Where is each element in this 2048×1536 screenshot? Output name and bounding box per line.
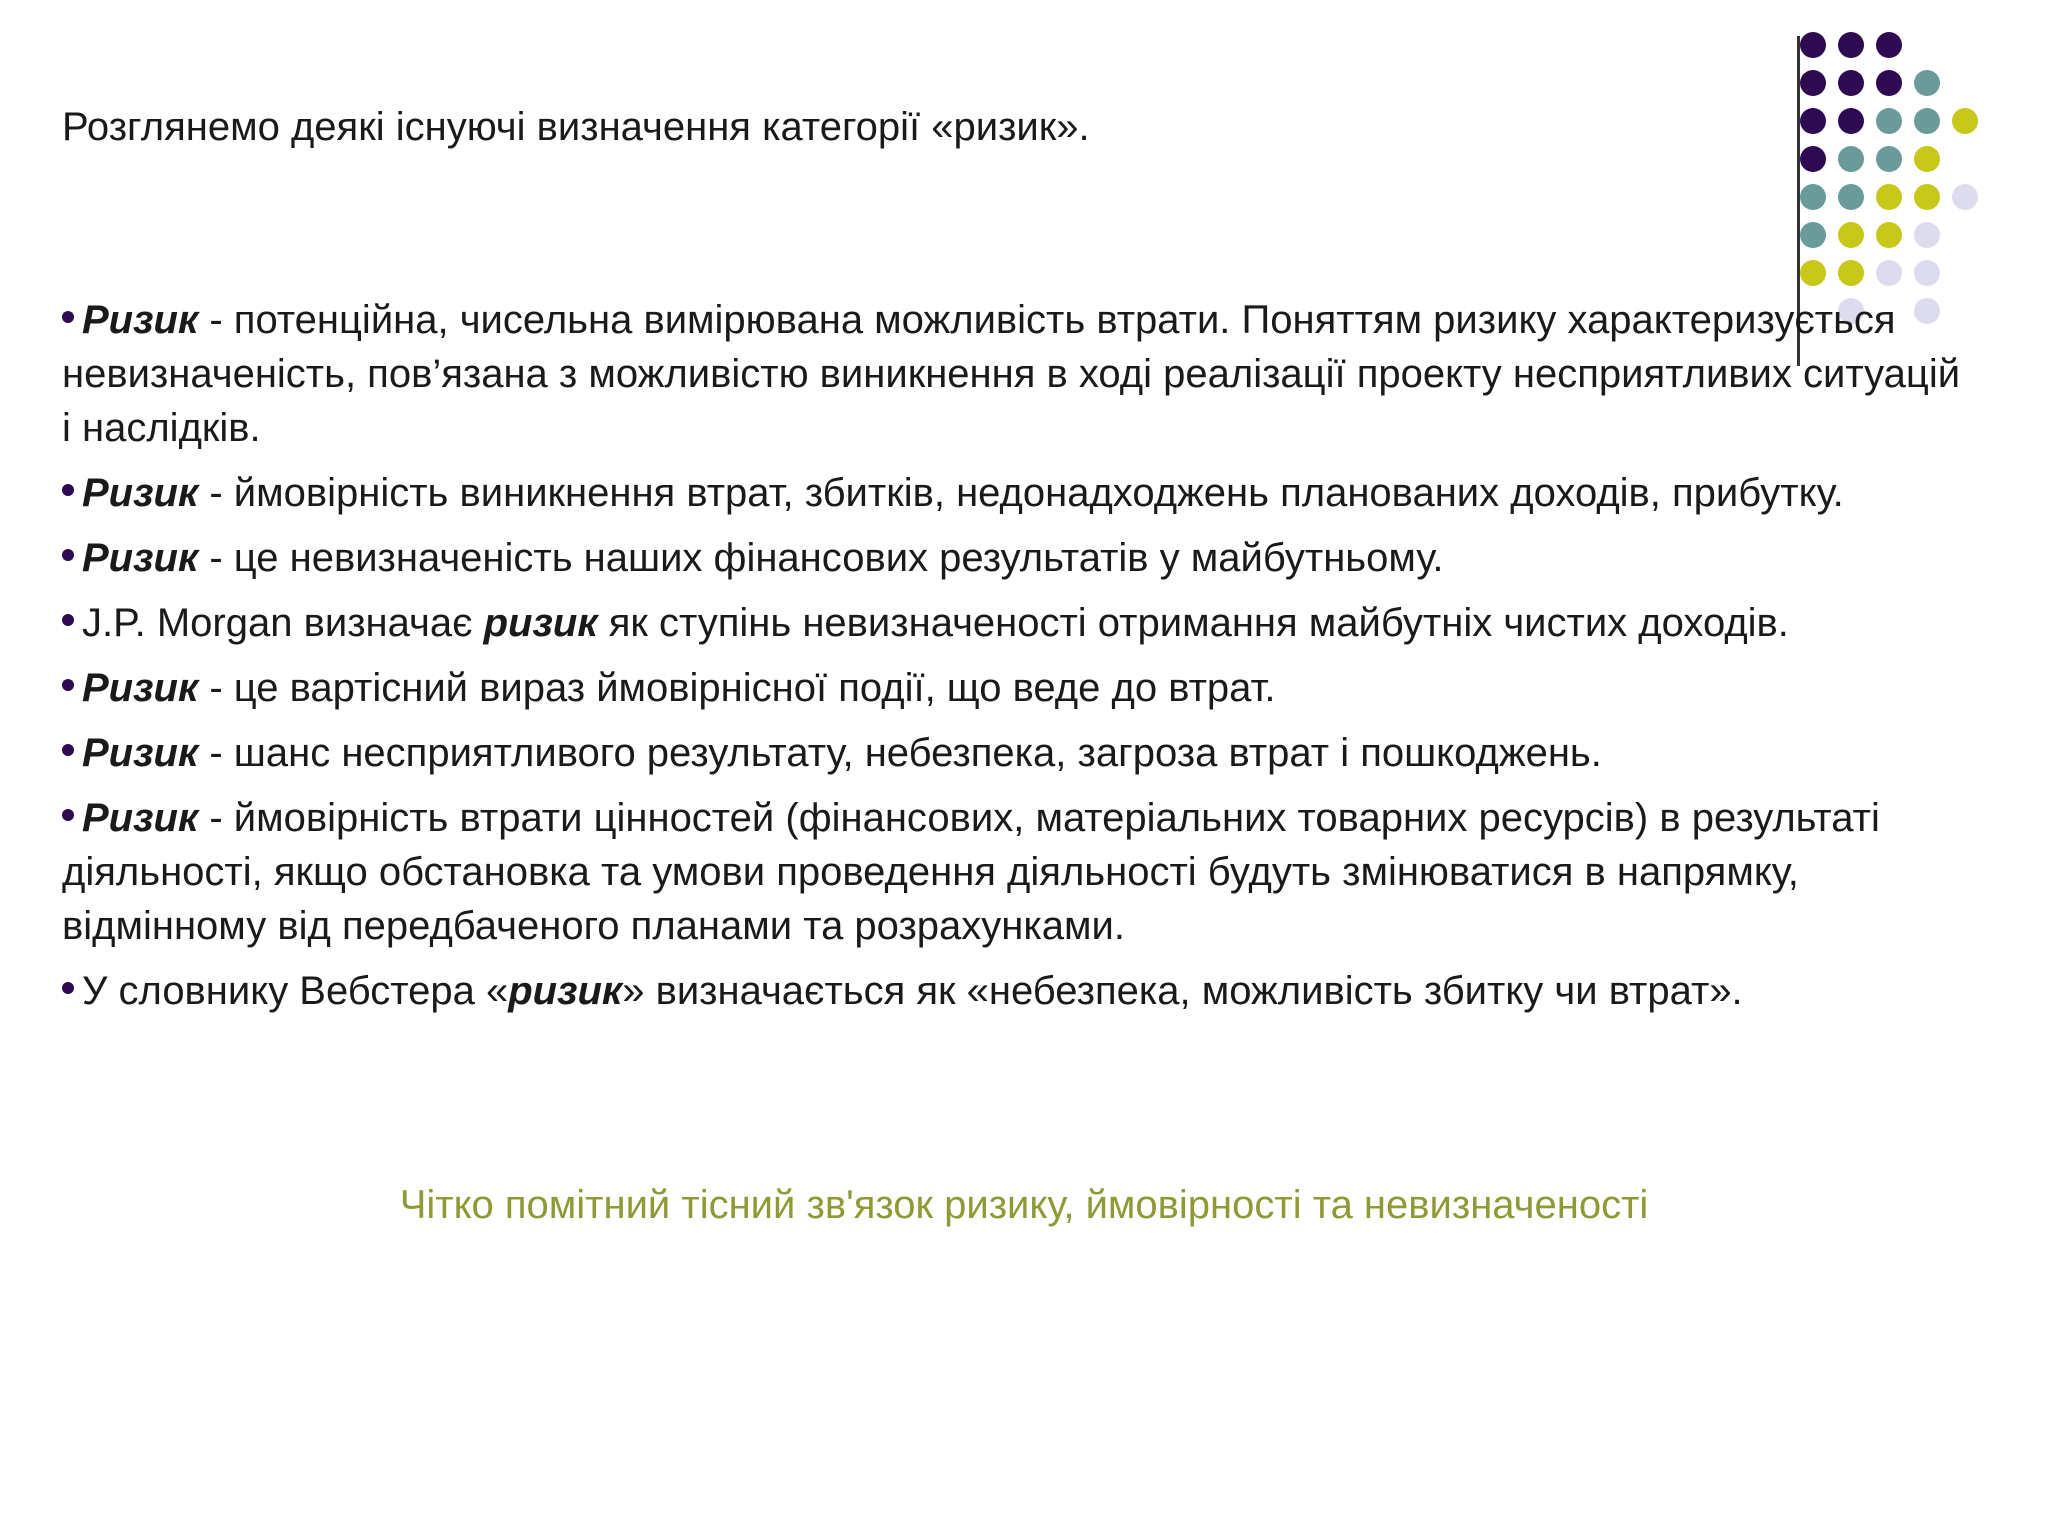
definition-text: як ступінь невизначеності отримання майбутніх чистих доходів.	[597, 601, 1789, 645]
dot-purple	[1838, 32, 1864, 58]
definition-term: Ризик	[82, 666, 199, 710]
intro-text: Розглянемо деякі існуючі визначення категорії «ризик».	[62, 105, 1090, 149]
dot-olive	[1914, 146, 1940, 172]
definition-term: Ризик	[82, 471, 199, 515]
dot-grid-decoration	[1800, 32, 2040, 332]
definition-text: » визначається як «небезпека, можливість збитку чи втрат».	[622, 969, 1743, 1013]
definition-term: Ризик	[82, 536, 199, 580]
dot-lavender	[1876, 260, 1902, 286]
dot-olive	[1914, 184, 1940, 210]
definition-item	[62, 293, 1962, 455]
definition-item	[62, 596, 1962, 650]
definitions-list	[62, 293, 1962, 1029]
dot-purple	[1876, 70, 1902, 96]
definition-item	[62, 964, 1962, 1018]
bullet-icon	[62, 614, 74, 626]
definition-item	[62, 661, 1962, 715]
bullet-icon	[62, 311, 74, 323]
bullet-icon	[62, 484, 74, 496]
dot-teal	[1838, 146, 1864, 172]
dot-purple	[1838, 108, 1864, 134]
dot-teal	[1800, 222, 1826, 248]
dot-olive	[1838, 260, 1864, 286]
definition-text: - це невизначеність наших фінансових результатів у майбутньому.	[198, 536, 1444, 580]
dot-purple	[1800, 108, 1826, 134]
dot-purple	[1800, 32, 1826, 58]
bullet-icon	[62, 809, 74, 821]
definition-item	[62, 791, 1962, 953]
definition-term: Ризик	[82, 731, 199, 775]
definition-item	[62, 466, 1962, 520]
dot-olive	[1800, 260, 1826, 286]
definition-text: - ймовірність виникнення втрат, збитків, недонадходжень планованих доходів, прибутку.	[198, 471, 1844, 515]
dot-teal	[1876, 146, 1902, 172]
conclusion-text: Чітко помітний тісний зв'язок ризику, ймовірності та невизначеності	[399, 1183, 1649, 1227]
dot-lavender	[1914, 222, 1940, 248]
bullet-icon	[62, 982, 74, 994]
bullet-icon	[62, 679, 74, 691]
dot-lavender	[1952, 184, 1978, 210]
dot-teal	[1876, 108, 1902, 134]
definition-term: ризик	[483, 601, 598, 645]
bullet-icon	[62, 744, 74, 756]
definition-text: - потенційна, чисельна вимірювана можливість втрати. Поняттям ризику характеризується невизначеність, пов’язана з можливістю виникнення в ході реалізації проекту несприятливих ситуацій і наслідків.	[62, 298, 1961, 450]
dot-lavender	[1914, 260, 1940, 286]
dot-teal	[1914, 70, 1940, 96]
definition-term: Ризик	[82, 298, 199, 342]
definition-term: Ризик	[82, 796, 199, 840]
definition-item	[62, 726, 1962, 780]
definition-text: - це вартісний вираз ймовірнісної події, що веде до втрат.	[198, 666, 1276, 710]
definition-term: ризик	[508, 969, 623, 1013]
dot-olive	[1876, 222, 1902, 248]
dot-olive	[1952, 108, 1978, 134]
definition-text: - ймовірність втрати цінностей (фінансових, матеріальних товарних ресурсів) в результаті діяльності, якщо обстановка та умови проведення діяльності будуть змінюватися в напрямку, відмінному від передбаченого планами та розрахунками.	[62, 796, 1880, 948]
dot-teal	[1800, 184, 1826, 210]
bullet-icon	[62, 549, 74, 561]
dot-purple	[1838, 70, 1864, 96]
dot-purple	[1800, 146, 1826, 172]
dot-olive	[1838, 222, 1864, 248]
definition-prefix: J.P. Morgan визначає	[82, 601, 484, 645]
dot-olive	[1876, 184, 1902, 210]
definition-text: - шанс несприятливого результату, небезпека, загроза втрат і пошкоджень.	[198, 731, 1602, 775]
dot-purple	[1800, 70, 1826, 96]
dot-purple	[1876, 32, 1902, 58]
dot-teal	[1914, 108, 1940, 134]
dot-teal	[1838, 184, 1864, 210]
definition-prefix: У словнику Вебстера «	[82, 969, 509, 1013]
definition-item	[62, 531, 1962, 585]
